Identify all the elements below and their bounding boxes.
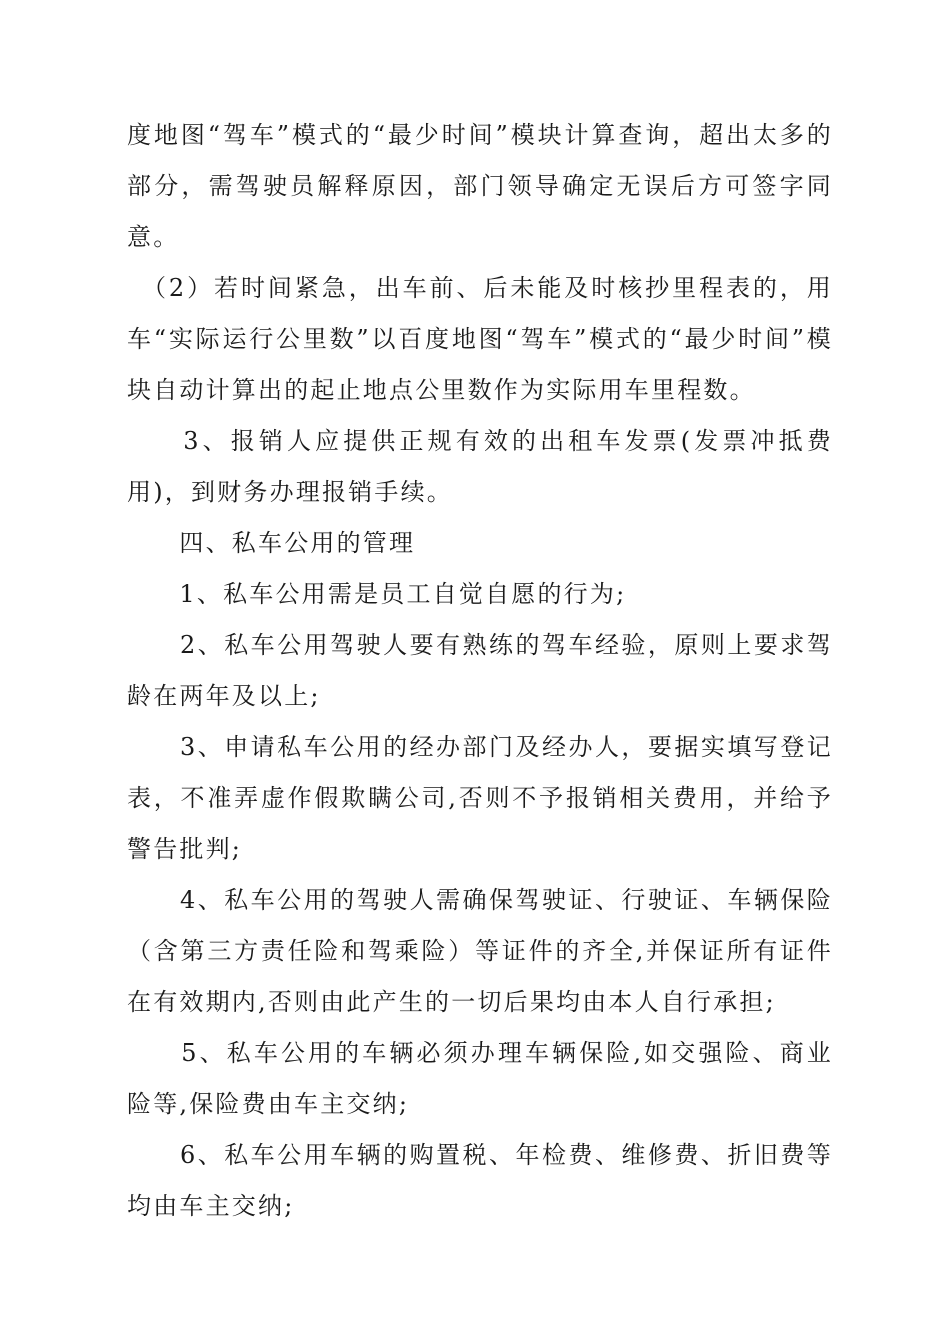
paragraph-rule-1: 1、私车公用需是员工自觉自愿的行为;	[127, 580, 627, 608]
document-body	[127, 110, 833, 1232]
paragraph-rule-3: 3、申请私车公用的经办部门及经办人，要据实填写登记表，不准弄虚作假欺瞒公司,否则不予报销相关费用，并给予警告批判;	[127, 733, 833, 863]
paragraph-rule-5: 5、私车公用的车辆必须办理车辆保险,如交强险、商业险等,保险费由车主交纳;	[127, 1039, 833, 1118]
paragraph-rule-2: 2、私车公用驾驶人要有熟练的驾车经验，原则上要求驾龄在两年及以上;	[127, 631, 833, 710]
paragraph-continuation: 度地图“驾车”模式的“最少时间”模块计算查询，超出太多的部分，需驾驶员解释原因，部门领导确定无误后方可签字同意。	[127, 121, 833, 251]
section-heading-private-car: 四、私车公用的管理	[127, 529, 416, 557]
paragraph-rule-6: 6、私车公用车辆的购置税、年检费、维修费、折旧费等均由车主交纳;	[127, 1141, 833, 1220]
paragraph-rule-4: 4、私车公用的驾驶人需确保驾驶证、行驶证、车辆保险（含第三方责任险和驾乘险）等证件的齐全,并保证所有证件在有效期内,否则由此产生的一切后果均由本人自行承担;	[127, 886, 833, 1016]
paragraph-item-3-reimbursement: 3、报销人应提供正规有效的出租车发票(发票冲抵费用)，到财务办理报销手续。	[127, 427, 833, 506]
paragraph-item-2-time-urgent: （2）若时间紧急，出车前、后未能及时核抄里程表的，用车“实际运行公里数”以百度地图“驾车”模式的“最少时间”模块自动计算出的起止地点公里数作为实际用车里程数。	[127, 274, 833, 404]
